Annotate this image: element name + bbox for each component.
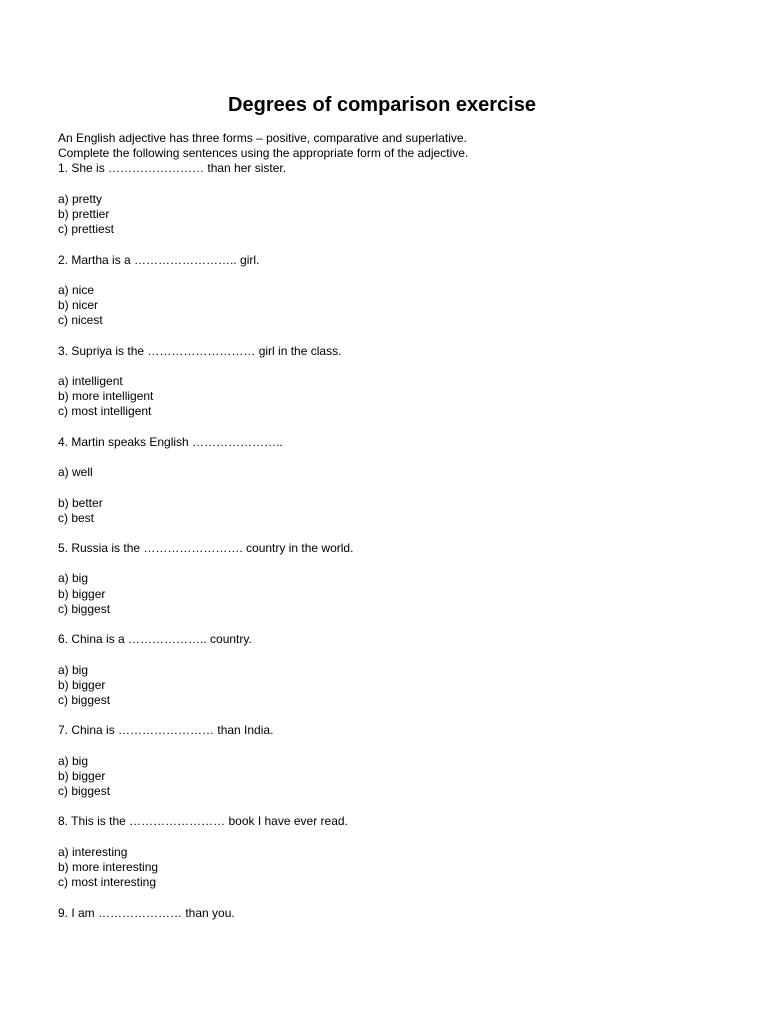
question-prompt: 8. This is the …………………… book I have ever read. bbox=[58, 814, 348, 829]
spacer bbox=[58, 328, 738, 343]
spacer bbox=[58, 739, 738, 754]
question-prompt: 6. China is a ……………….. country. bbox=[58, 632, 252, 647]
answer-option: a) pretty bbox=[58, 191, 103, 206]
spacer bbox=[58, 799, 738, 814]
answer-option: c) prettiest bbox=[58, 222, 115, 237]
answer-option: c) biggest bbox=[58, 692, 111, 707]
answer-option: b) bigger bbox=[58, 586, 106, 601]
answer-option: c) biggest bbox=[58, 784, 111, 799]
question-prompt: 1. She is …………………… than her sister. bbox=[58, 161, 287, 176]
spacer bbox=[58, 556, 738, 571]
answer-option: a) big bbox=[58, 662, 89, 677]
answer-option: b) prettier bbox=[58, 206, 110, 221]
answer-option: c) most intelligent bbox=[58, 404, 152, 419]
spacer bbox=[58, 617, 738, 632]
answer-option: c) best bbox=[58, 510, 95, 525]
intro-line: An English adjective has three forms – positive, comparative and superlative. bbox=[58, 131, 467, 145]
question-prompt: 3. Supriya is the ……………………… girl in the class. bbox=[58, 343, 342, 358]
question-prompt: 2. Martha is a …………………….. girl. bbox=[58, 252, 260, 267]
answer-option: b) more interesting bbox=[58, 860, 159, 874]
spacer bbox=[58, 177, 738, 192]
answer-option: a) big bbox=[58, 571, 89, 586]
answer-option: a) intelligent bbox=[58, 374, 123, 388]
spacer bbox=[58, 526, 738, 541]
exercise-body bbox=[58, 131, 738, 921]
spacer bbox=[58, 647, 738, 662]
spacer bbox=[58, 890, 738, 905]
answer-option: c) most interesting bbox=[58, 875, 157, 890]
spacer bbox=[58, 480, 738, 495]
answer-option: b) bigger bbox=[58, 768, 106, 783]
answer-option: b) nicer bbox=[58, 298, 99, 313]
answer-option: c) nicest bbox=[58, 313, 103, 328]
spacer bbox=[58, 359, 738, 374]
page-title: Degrees of comparison exercise bbox=[228, 94, 536, 116]
spacer bbox=[58, 420, 738, 435]
question-prompt: 5. Russia is the ……………………. country in the world. bbox=[58, 541, 354, 556]
question-prompt: 4. Martin speaks English ………………….. bbox=[58, 434, 283, 449]
answer-option: b) more intelligent bbox=[58, 389, 154, 404]
answer-option: a) well bbox=[58, 465, 93, 480]
spacer bbox=[58, 450, 738, 465]
answer-option: c) biggest bbox=[58, 601, 111, 616]
question-prompt: 7. China is …………………… than India. bbox=[58, 723, 274, 738]
spacer bbox=[58, 268, 738, 283]
question-prompt: 9. I am ………………… than you. bbox=[58, 905, 235, 920]
intro-line: Complete the following sentences using the appropriate form of the adjective. bbox=[58, 146, 469, 161]
answer-option: b) bigger bbox=[58, 677, 106, 692]
answer-option: a) big bbox=[58, 753, 89, 768]
answer-option: a) interesting bbox=[58, 844, 128, 859]
spacer bbox=[58, 708, 738, 723]
answer-option: b) better bbox=[58, 495, 103, 510]
spacer bbox=[58, 830, 738, 845]
spacer bbox=[58, 237, 738, 252]
answer-option: a) nice bbox=[58, 282, 95, 297]
